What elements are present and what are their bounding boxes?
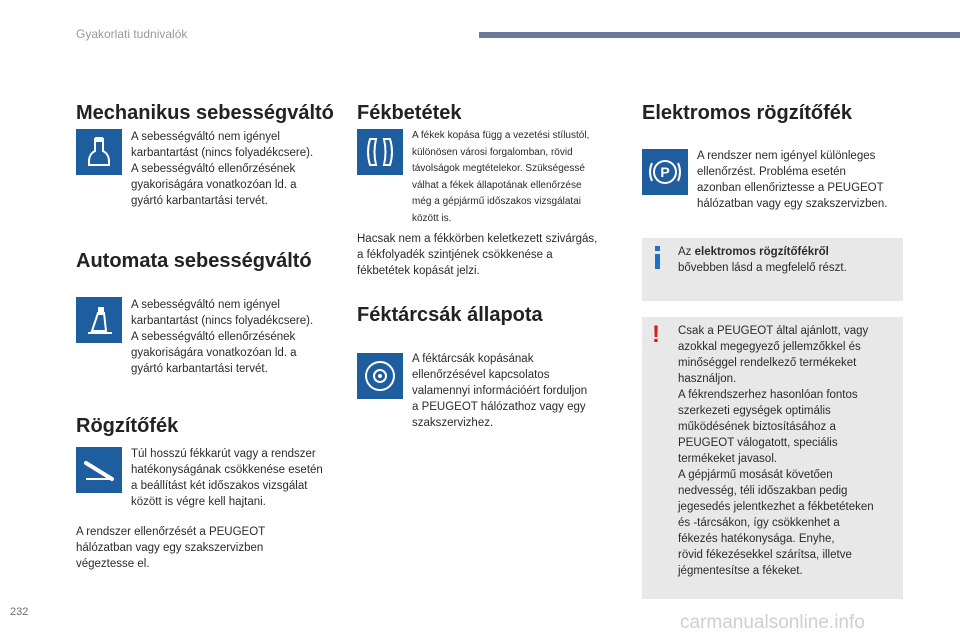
- automatic-gearbox-icon: [76, 297, 122, 343]
- text-line: között is.: [412, 212, 452, 224]
- text-line: a beállítást két időszakos vizsgálat: [131, 480, 308, 492]
- text-line: és -tárcsákon, így csökkenhet a: [678, 517, 840, 529]
- handbrake-text: [131, 446, 323, 510]
- text-line: gyakoriságára vonatkozóan ld. a: [131, 347, 297, 359]
- info-text: Az elektromos rögzítőfékről bővebben lásd a megfelelő részt.: [678, 246, 847, 274]
- brake-pads-extra-text: [357, 231, 597, 279]
- handbrake-heading: Rögzítőfék: [76, 415, 179, 437]
- text-line: hálózatban vagy egy szakszervizben: [76, 542, 264, 554]
- text-line: Túl hosszú fékkarút vagy a rendszer: [131, 448, 316, 460]
- text-line: gyakoriságára vonatkozóan ld. a: [131, 179, 297, 191]
- text-line: működésének biztosításához a: [678, 421, 836, 433]
- automatic-gearbox-heading: Automata sebességváltó: [76, 250, 312, 272]
- text-line: között is végre kell hajtani.: [131, 496, 266, 508]
- text-line: végeztesse el.: [76, 558, 150, 570]
- warning-text: [678, 323, 874, 579]
- brake-pads-heading: Fékbetétek: [357, 102, 462, 124]
- text-line: minőséggel rendelkező termékeket: [678, 357, 857, 369]
- text-line: gyártó karbantartási tervét.: [131, 195, 268, 207]
- text-line: A fékrendszerhez hasonlóan fontos: [678, 389, 858, 401]
- text-line: A sebességváltó ellenőrzésének: [131, 331, 296, 343]
- manual-gearbox-icon: [76, 129, 122, 175]
- brake-pads-text: [412, 128, 589, 227]
- handbrake-icon: [76, 447, 122, 493]
- text-line: hálózatban vagy egy szakszervizben.: [697, 198, 888, 210]
- text-line: azonban ellenőriztesse a PEUGEOT: [697, 182, 884, 194]
- brake-disc-icon: [357, 353, 403, 399]
- text-line: termékeket javasol.: [678, 453, 778, 465]
- page-number: 232: [10, 606, 29, 618]
- text-line: jegesedés jelentkezhet a fékbetéteken: [678, 501, 874, 513]
- text-line: karbantartást (nincs folyadékcsere).: [131, 315, 314, 327]
- svg-text:P: P: [660, 164, 670, 180]
- manual-gearbox-text: [131, 129, 313, 209]
- page-header-title: Gyakorlati tudnivalók: [76, 27, 188, 41]
- electric-parking-brake-text: [697, 148, 888, 212]
- text-line: A rendszer ellenőrzését a PEUGEOT: [76, 526, 266, 538]
- text-line: A féktárcsák kopásának: [412, 353, 534, 365]
- text-line: még a gépjármű időszakos vizsgálatai: [412, 196, 581, 207]
- brake-pads-icon: [357, 129, 403, 175]
- text-line: hatékonyságának csökkenése esetén: [131, 464, 323, 476]
- brake-discs-text: [412, 351, 587, 431]
- text-line: nedvesség, téli időszakban pedig: [678, 485, 848, 497]
- watermark: carmanualsonline.info: [680, 612, 865, 633]
- manual-gearbox-heading: Mechanikus sebességváltó: [76, 102, 334, 124]
- text-line: A rendszer nem igényel különleges: [697, 150, 876, 162]
- text-line: fékbetétek kopását jelzi.: [357, 265, 480, 277]
- header-bar: [479, 32, 960, 38]
- electric-parking-brake-heading: Elektromos rögzítőfék: [642, 102, 853, 124]
- text-line: szerkezeti egységek optimális: [678, 405, 831, 417]
- electric-parking-brake-icon: [642, 149, 688, 195]
- info-icon: [652, 246, 662, 270]
- text-line: A sebességváltó ellenőrzésének: [131, 163, 296, 175]
- warning-icon: !: [652, 321, 660, 348]
- text-line: valamennyi információért forduljon: [412, 385, 588, 397]
- info-bold-link: elektromos rögzítőfékről: [694, 246, 829, 258]
- text-line: ellenőrzésével kapcsolatos: [412, 369, 550, 381]
- text-line: karbantartást (nincs folyadékcsere).: [131, 147, 314, 159]
- text-line: gyártó karbantartási tervét.: [131, 363, 268, 375]
- text-line: A sebességváltó nem igényel: [131, 299, 280, 311]
- text-line: Csak a PEUGEOT által ajánlott, vagy: [678, 325, 869, 337]
- text-line: azokkal megegyező jellemzőkkel és: [678, 341, 861, 353]
- text-line: használjon.: [678, 373, 737, 385]
- text-line: PEUGEOT válogatott, speciális: [678, 437, 838, 449]
- text-line: A sebességváltó nem igényel: [131, 131, 280, 143]
- text-line: jégmentesítse a fékeket.: [678, 565, 803, 577]
- brake-discs-heading: Féktárcsák állapota: [357, 304, 543, 326]
- text-line: ellenőrzést. Probléma esetén: [697, 166, 846, 178]
- text-line: szakszervizhez.: [412, 417, 494, 429]
- text-line: fékezés hatékonysága. Enyhe,: [678, 533, 835, 545]
- automatic-gearbox-text: [131, 297, 313, 377]
- text-line: különösen városi forgalomban, rövid: [412, 146, 573, 158]
- text-line: válhat a fékek állapotának ellenőrzése: [412, 179, 582, 191]
- text-line: a fékfolyadék szintjének csökkenése a: [357, 249, 553, 261]
- text-line: A gépjármű mosását követően: [678, 469, 833, 481]
- text-line: A fékek kopása függ a vezetési stílustól,: [412, 130, 590, 141]
- text-line: a PEUGEOT hálózathoz vagy egy: [412, 401, 586, 413]
- text-line: rövid fékezésekkel szárítsa, illetve: [678, 549, 852, 561]
- text-line: Hacsak nem a fékkörben keletkezett szivárgás,: [357, 233, 598, 245]
- handbrake-footer-text: [76, 524, 265, 572]
- text-line: távolságok megtételekor. Szükségessé: [412, 163, 585, 174]
